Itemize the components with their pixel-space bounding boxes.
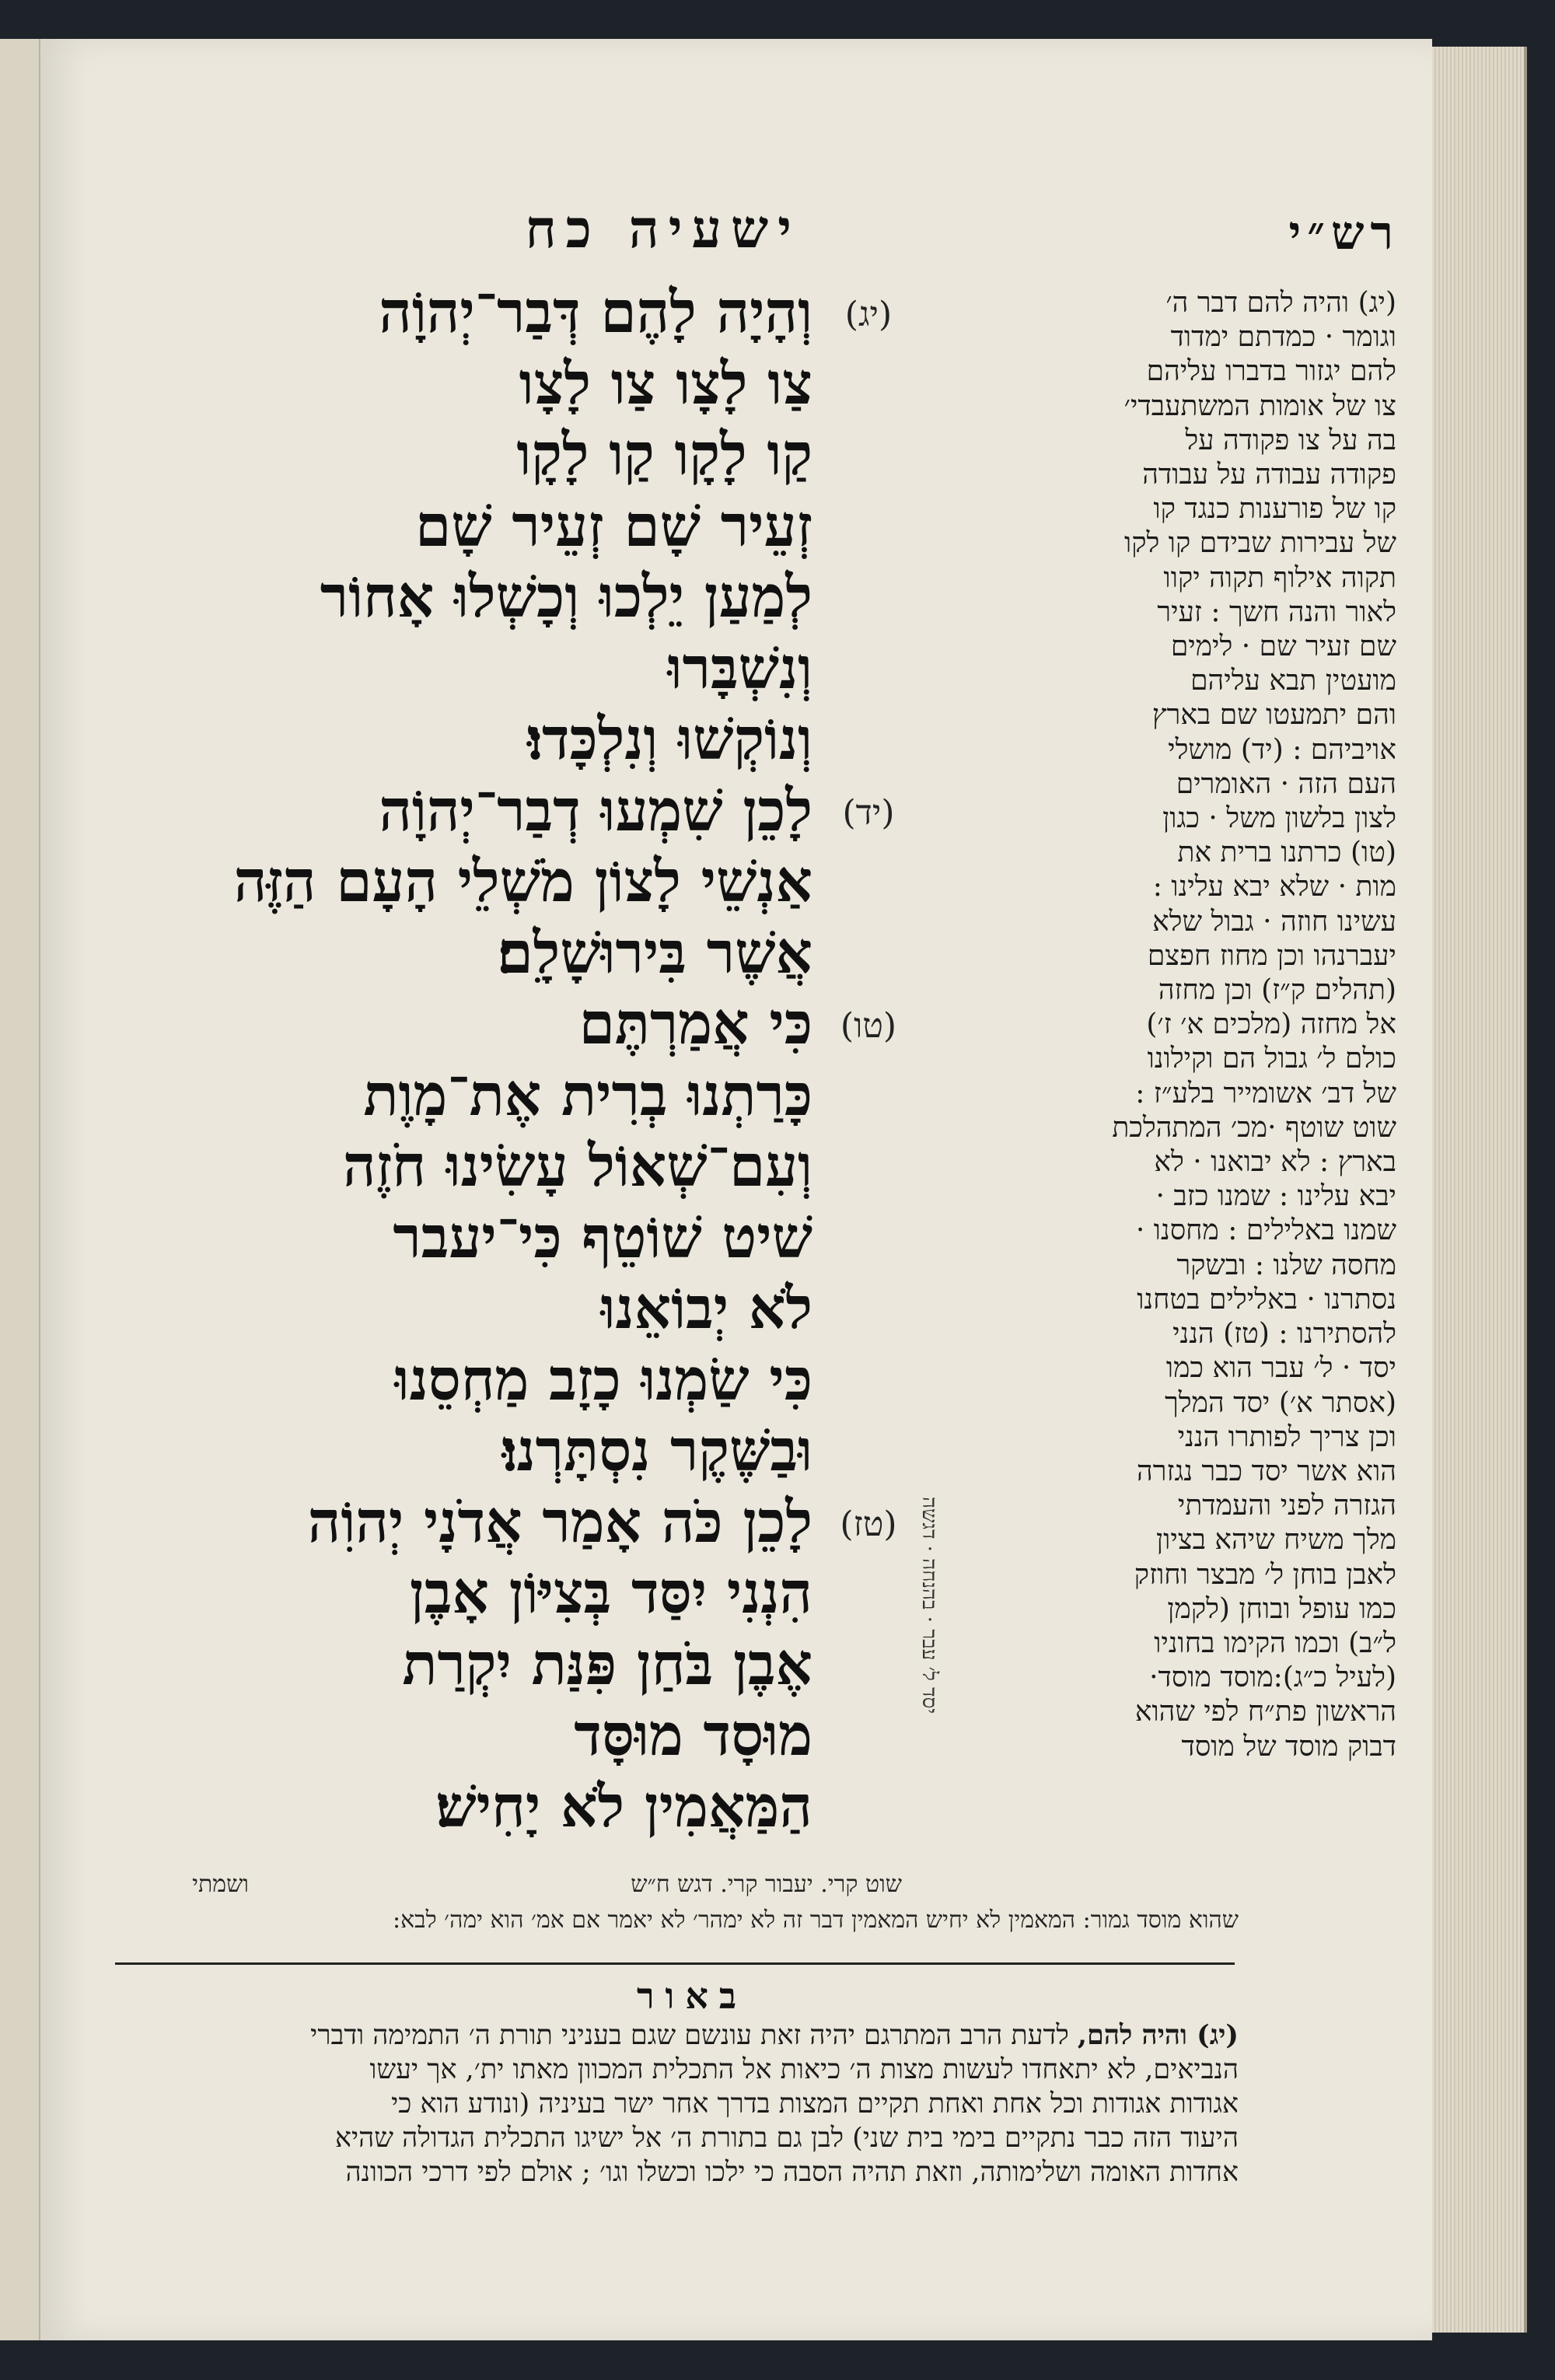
- rashi-line: שם זעיר שם · לימים: [1170, 631, 1396, 663]
- rashi-line: לצון בלשון משל · כגון: [1162, 802, 1396, 835]
- rashi-line: (אסתר א׳) יסד המלך: [1165, 1386, 1396, 1419]
- rashi-line: מלך משיח שיהא בציון: [1155, 1524, 1396, 1557]
- verse-number: (טו): [840, 1006, 897, 1046]
- rashi-line: בה על צו פקודה על: [1185, 424, 1396, 456]
- verse-line: כִּי אֲמַרְתֶּם: [578, 991, 812, 1057]
- section-divider: [115, 1962, 1235, 1965]
- verse-number: (טז): [840, 1504, 897, 1544]
- verse-line: כִּי שַׂמְנוּ כָזָב מַחְסֵנוּ: [394, 1346, 812, 1414]
- biur-line: אחדות האומה ושלימותה, וזאת תהיה הסבה כי ילכו וכשלו וגו׳ ; אולם לפי דרכי הכוונה: [345, 2157, 1239, 2188]
- rashi-line: בארץ : לא יבואנו · לא: [1154, 1146, 1396, 1179]
- verse-line: צַו לָצָו צַו לָצָו: [519, 350, 812, 418]
- verse-line: מוּסָד מוּסָּד: [574, 1702, 812, 1769]
- rashi-line: מועטין תבא עליהם: [1190, 665, 1396, 697]
- rashi-line: עשינו חוזה · גבול שלא: [1152, 905, 1396, 938]
- rashi-line: לאבן בוחן ל׳ מבצר וחוזק: [1134, 1558, 1396, 1591]
- page-fore-edge: [1432, 47, 1527, 2333]
- rashi-line: נסתרנו · באלילים בטחנו: [1137, 1283, 1396, 1316]
- verse-line: וְנוֹקְשׁוּ וְנִלְכָּדוּ׃: [527, 706, 812, 773]
- biur-line: [115, 2018, 1239, 2053]
- rashi-line: יבא עלינו : שמנו כזב ·: [1155, 1180, 1396, 1213]
- verse-line: שׁיט שׁוֹטֵף כִּי־יעבר: [393, 1204, 812, 1271]
- rashi-line: (תהלים ק״ז) וכן מחזה: [1158, 974, 1396, 1007]
- rashi-line: שמנו באלילים : מחסנו ·: [1135, 1214, 1396, 1247]
- vertical-margin-note: יסד ל׳ עבר · בהנחה · דגשה: [917, 1497, 941, 1714]
- rashi-line: של עבירות שבידם קו לקו: [1124, 527, 1396, 560]
- rashi-line: העם הזה · האומרים: [1176, 767, 1396, 800]
- rashi-line: פקודה עבודה על עבודה: [1142, 459, 1396, 491]
- rashi-line: מות · שלא יבא עלינו :: [1152, 871, 1396, 903]
- masorah-note: שוט קרי. יעבור קרי. דגש ח״ש: [631, 1871, 902, 1898]
- rashi-line: להסתירנו : (טז) הנני: [1172, 1318, 1396, 1351]
- verse-line: לָכֵן שִׁמְעוּ דְבַר־יְהוָֹה: [379, 777, 812, 844]
- rashi-line: שוט שוטף ·מכ׳ המתהלכת: [1112, 1111, 1396, 1144]
- biur-commentary: [115, 2018, 1239, 2190]
- book-chapter-header: ישעיה כח: [525, 198, 801, 260]
- rashi-line: של דב׳ אשומייר בלע״ז :: [1135, 1077, 1396, 1110]
- rashi-line: מחסה שלנו : ובשקר: [1176, 1249, 1396, 1281]
- verse-line: לָכֵן כֹּה אָמַר אֲדֹנָי יְהוִֹה: [307, 1488, 812, 1556]
- rashi-line: להם יגזור בדברו עליהם: [1146, 355, 1396, 388]
- rashi-line: צו של אומות המשתעבדי׳: [1123, 390, 1396, 422]
- rashi-line: והם יתמעטו שם בארץ: [1151, 699, 1396, 732]
- biur-line: אגודות אגודות וכל אחת ואחת תקיים המצות בדרך אחר ישר בעיניה (ונודע הוא כי: [391, 2088, 1239, 2120]
- rashi-line: כולם ל׳ גבול הם וקילונו: [1147, 1043, 1396, 1075]
- rashi-line: (טו) כרתנו ברית את: [1177, 837, 1396, 869]
- rashi-line: הראשון פת״ח לפי שהוא: [1134, 1696, 1396, 1728]
- verse-line: לְמַעַן יֵלְכוּ וְכָשְׁלוּ אָחוֹר: [320, 564, 812, 631]
- rashi-line: וגומר · כמדתם ימדוד: [1170, 321, 1396, 354]
- commentary-continuation: שהוא מוסד גמור: המאמין לא יחיש המאמין דבר זה לא ימהר׳ לא יאמר אם אמ׳ הוא ימה׳ לבא:: [393, 1906, 1239, 1934]
- verse-line: הִנְנִי יִסַּד בְּצִיּוֹן אָבֶן: [409, 1560, 812, 1627]
- verse-line: וְנִשְׁבָּרוּ: [667, 634, 812, 702]
- biur-title: באור: [636, 1975, 748, 2017]
- rashi-line: כמו עופל ובוחן (לקמן: [1167, 1592, 1396, 1625]
- rashi-line: ל״ב) וכמו הקימו בחוניו: [1154, 1627, 1396, 1659]
- rashi-line: לאור והנה חשך : זעיר: [1157, 596, 1396, 628]
- verse-line: לֹא יְבוֹאֵנוּ: [600, 1275, 812, 1342]
- rashi-line: אל מחזה (מלכים א׳ ז׳): [1146, 1008, 1396, 1041]
- verse-line: אַנְשֵׁי לָצוֹן מֹשְׁלֵי הָעָם הַזֶּה: [233, 848, 812, 915]
- rashi-line: יסד · ל׳ עבר הוא כמו: [1165, 1352, 1396, 1385]
- verse-line: וְעִם־שְׁאוֹל עָשִׂינוּ חֹזֶה: [343, 1133, 812, 1200]
- catchword: ושמתי: [192, 1871, 249, 1898]
- verse-line: אֶבֶן בֹּחַן פִּנַּת יִקְרַת: [402, 1630, 812, 1698]
- verse-line: אֲשֶׁר בִּירוּשָׁלִָם׃: [497, 919, 812, 987]
- verse-line: זְעֵיר שָׁם זְעֵיר שָׁם: [415, 492, 812, 560]
- verse-line: וְהָיָה לָהֶם דְּבַר־יְהוָֹה: [379, 279, 812, 346]
- previous-page-edge: [0, 39, 40, 2340]
- rashi-line: יעברנהו וכן מחוז חפצם: [1147, 939, 1396, 972]
- verse-number: (יד): [842, 792, 895, 833]
- rashi-header: רש״י: [1288, 206, 1400, 260]
- verse-line: הַמַּאֲמִין לֹא יָחִישׁ׃: [435, 1773, 812, 1840]
- rashi-line: (לעיל כ״ג):מוסד מוסד·: [1149, 1662, 1396, 1694]
- rashi-line: וכן צריך לפותרו הנני: [1177, 1421, 1396, 1453]
- rashi-line: דבוק מוסד של מוסד: [1181, 1730, 1396, 1763]
- verse-line: קַו לָקָו קַו לָקָו: [516, 421, 812, 488]
- rashi-line: תקוה אילוף תקוה יקוו: [1163, 561, 1396, 594]
- rashi-line: הוא אשר יסד כבר נגזרה: [1137, 1455, 1396, 1487]
- verse-number: (יג): [844, 295, 893, 334]
- rashi-line: (יג) והיה להם דבר ה׳: [1165, 287, 1396, 319]
- verse-line: כָּרַתְנוּ בְרִית אֶת־מָוֶת: [363, 1061, 812, 1129]
- rashi-line: קו של פורענות כנגד קו: [1153, 493, 1396, 526]
- verse-line: וּבַשֶּׁקֶר נִסְתָּרְנוּ׃: [501, 1417, 812, 1484]
- rashi-line: אויביהם : (יד) מושלי: [1168, 733, 1396, 766]
- rashi-commentary: [931, 286, 1396, 1764]
- biur-line: הנביאים, לא יתאחדו לעשות מצות ה׳ כיאות אל התכלית המכוון מאתו ית׳, אך יעשו: [369, 2054, 1239, 2085]
- biur-text: לדעת הרב המתרגם יהיה זאת עונשם שגם בעניני תורת ה׳ התמימה ודברי: [310, 2020, 1069, 2051]
- biur-line: היעוד הזה כבר נתקיים בימי בית שני) לבן גם בתורת ה׳ אל ישיגו התכלית הגדולה שהיא: [334, 2123, 1239, 2154]
- biur-lead: (יג) והיה להם,: [1077, 2019, 1239, 2051]
- rashi-line: הגזרה לפני והעמדתי: [1177, 1490, 1396, 1522]
